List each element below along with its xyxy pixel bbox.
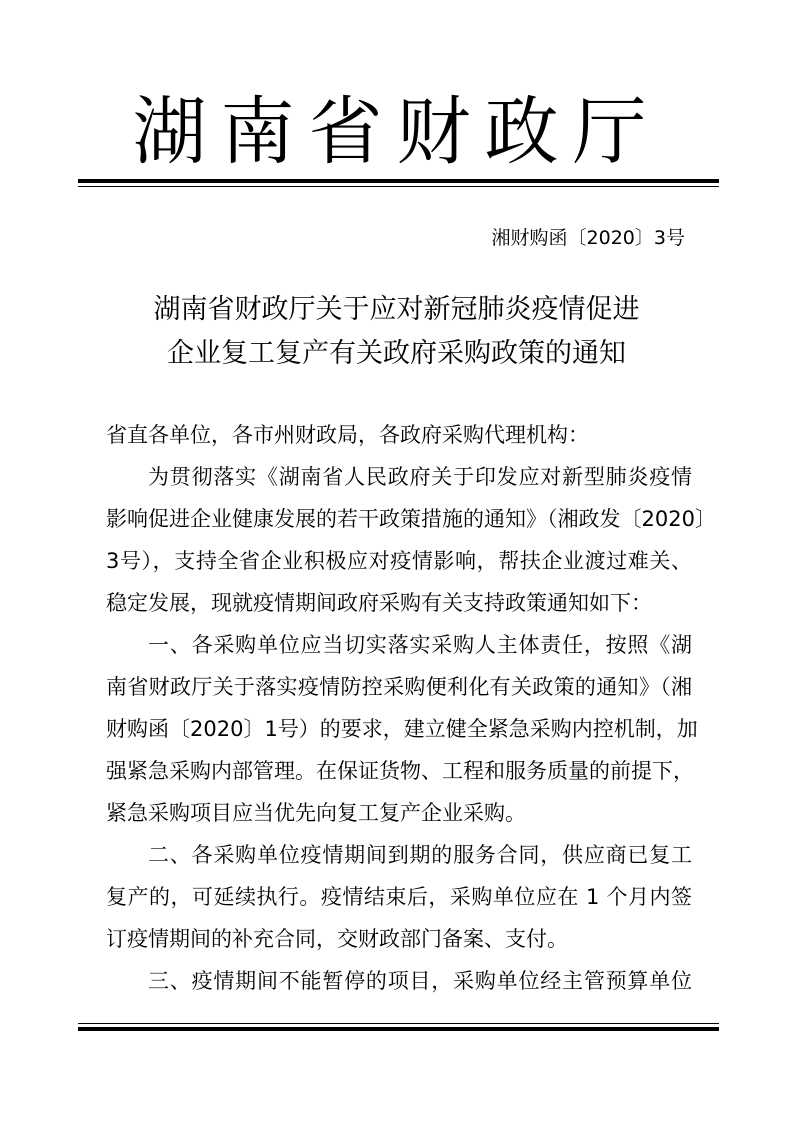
body-line: 紧急采购项目应当优先向复工复产企业采购。: [106, 801, 526, 825]
document-number: 湘财购函〔2020〕3号: [491, 227, 685, 249]
document-title-line-1: 湖南省财政厅关于应对新冠肺炎疫情促进: [153, 294, 640, 325]
header-rule-thin: [78, 186, 719, 187]
footer-rule-thick: [78, 1027, 719, 1031]
body-line: 订疫情期间的补充合同，交财政部门备案、支付。: [106, 927, 568, 951]
document-title-line-2: 企业复工复产有关政府采购政策的通知: [167, 338, 626, 369]
agency-header-title: 湖南省财政厅: [132, 89, 661, 175]
body-line: 影响促进企业健康发展的若干政策措施的通知》（湘政发〔2020〕: [106, 507, 716, 531]
body-line: 3号），支持全省企业积极应对疫情影响，帮扶企业渡过难关、: [106, 549, 692, 573]
body-line: 南省财政厅关于落实疫情防控采购便利化有关政策的通知》（湘: [106, 675, 692, 699]
header-rule-thick: [78, 179, 719, 183]
body-line: 强紧急采购内部管理。在保证货物、工程和服务质量的前提下，: [106, 759, 694, 783]
salutation: 省直各单位，各市州财政局，各政府采购代理机构：: [106, 423, 589, 447]
body-line: 稳定发展，现就疫情期间政府采购有关支持政策通知如下：: [106, 591, 652, 615]
footer-rule-thin: [78, 1023, 719, 1024]
body-line: 三、疫情期间不能暂停的项目，采购单位经主管预算单位: [148, 969, 692, 993]
body-line: 复产的，可延续执行。疫情结束后，采购单位应在 1 个月内签: [106, 885, 692, 909]
body-line: 为贯彻落实《湖南省人民政府关于印发应对新型肺炎疫情: [148, 465, 692, 489]
body-line: 一、各采购单位应当切实落实采购人主体责任，按照《湖: [148, 633, 692, 657]
body-line: 二、各采购单位疫情期间到期的服务合同，供应商已复工: [148, 843, 692, 867]
body-line: 财购函〔2020〕1号）的要求，建立健全紧急采购内控机制，加: [106, 717, 698, 741]
